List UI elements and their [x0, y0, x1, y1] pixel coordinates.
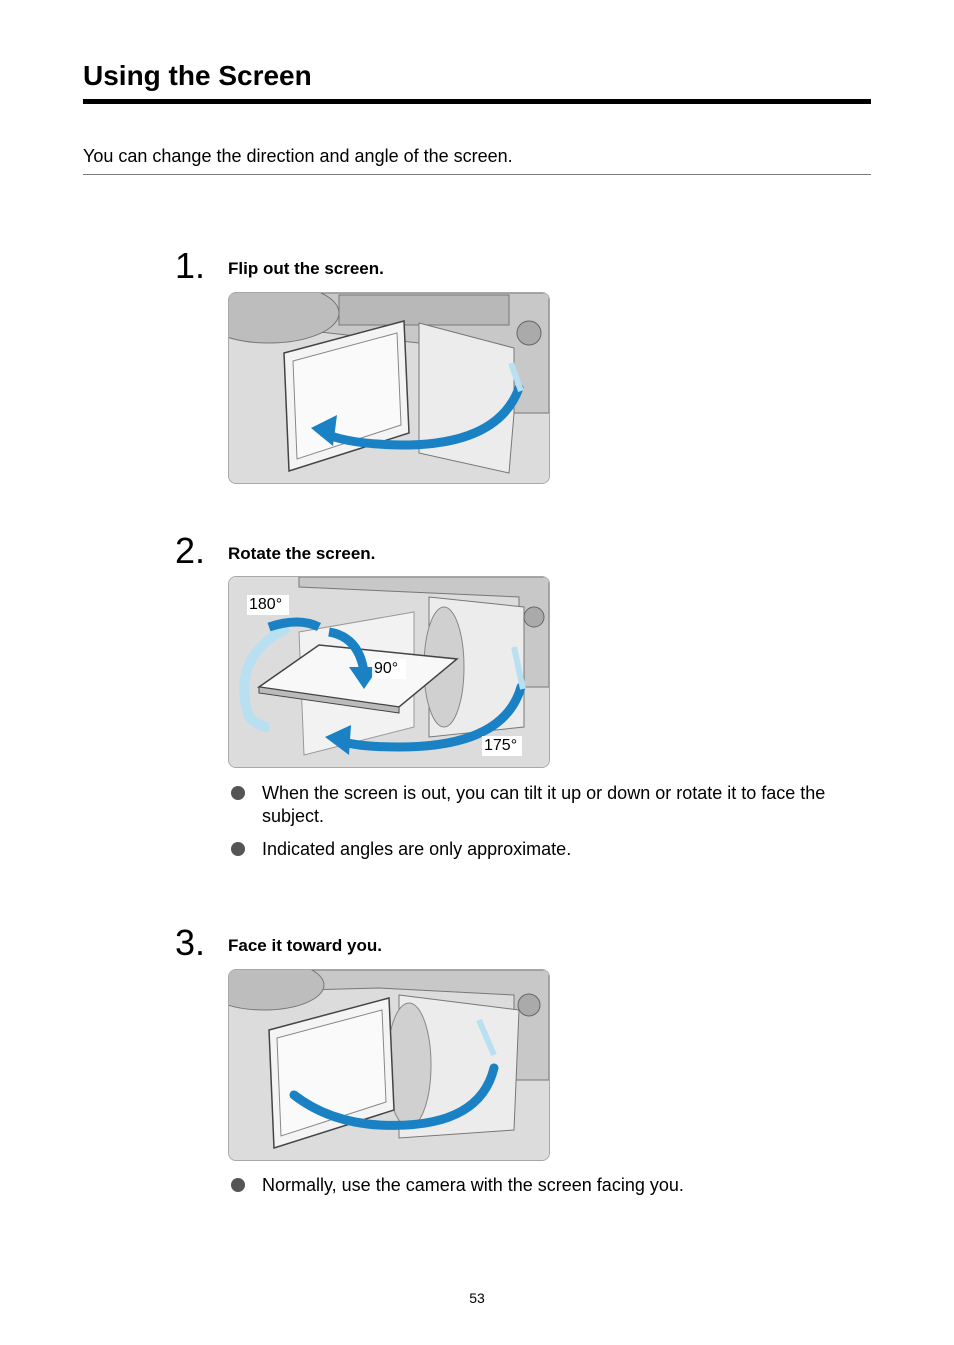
angle-label-175: 175° [484, 737, 518, 754]
step-3-illustration [228, 969, 550, 1161]
intro-text: You can change the direction and angle of the screen. [83, 146, 513, 166]
step-1-number: 1. [175, 245, 206, 286]
step-2-number: 2. [175, 530, 206, 571]
bullet-dot [231, 842, 245, 856]
intro-divider [83, 174, 871, 175]
step-3-text: Face it toward you. [228, 936, 382, 955]
title-underline [83, 99, 871, 104]
step-3-number: 3. [175, 922, 206, 963]
step-1-illustration [228, 292, 550, 484]
page-title: Using the Screen [83, 60, 312, 91]
bullet-dot [231, 1178, 245, 1192]
page-number: 53 [469, 1290, 485, 1306]
step-2-bullet-1: When the screen is out, you can tilt it up or down or rotate it to face the subject. [262, 783, 826, 826]
angle-label-90: 90° [374, 660, 399, 677]
step-1-text: Flip out the screen. [228, 259, 384, 278]
step-2-bullet-2: Indicated angles are only approximate. [262, 839, 572, 859]
angle-label-180: 180° [249, 596, 283, 613]
step-2-illustration [228, 576, 550, 768]
bullet-dot [231, 786, 245, 800]
step-3-bullet-1: Normally, use the camera with the screen facing you. [262, 1175, 684, 1195]
step-2-text: Rotate the screen. [228, 544, 376, 563]
